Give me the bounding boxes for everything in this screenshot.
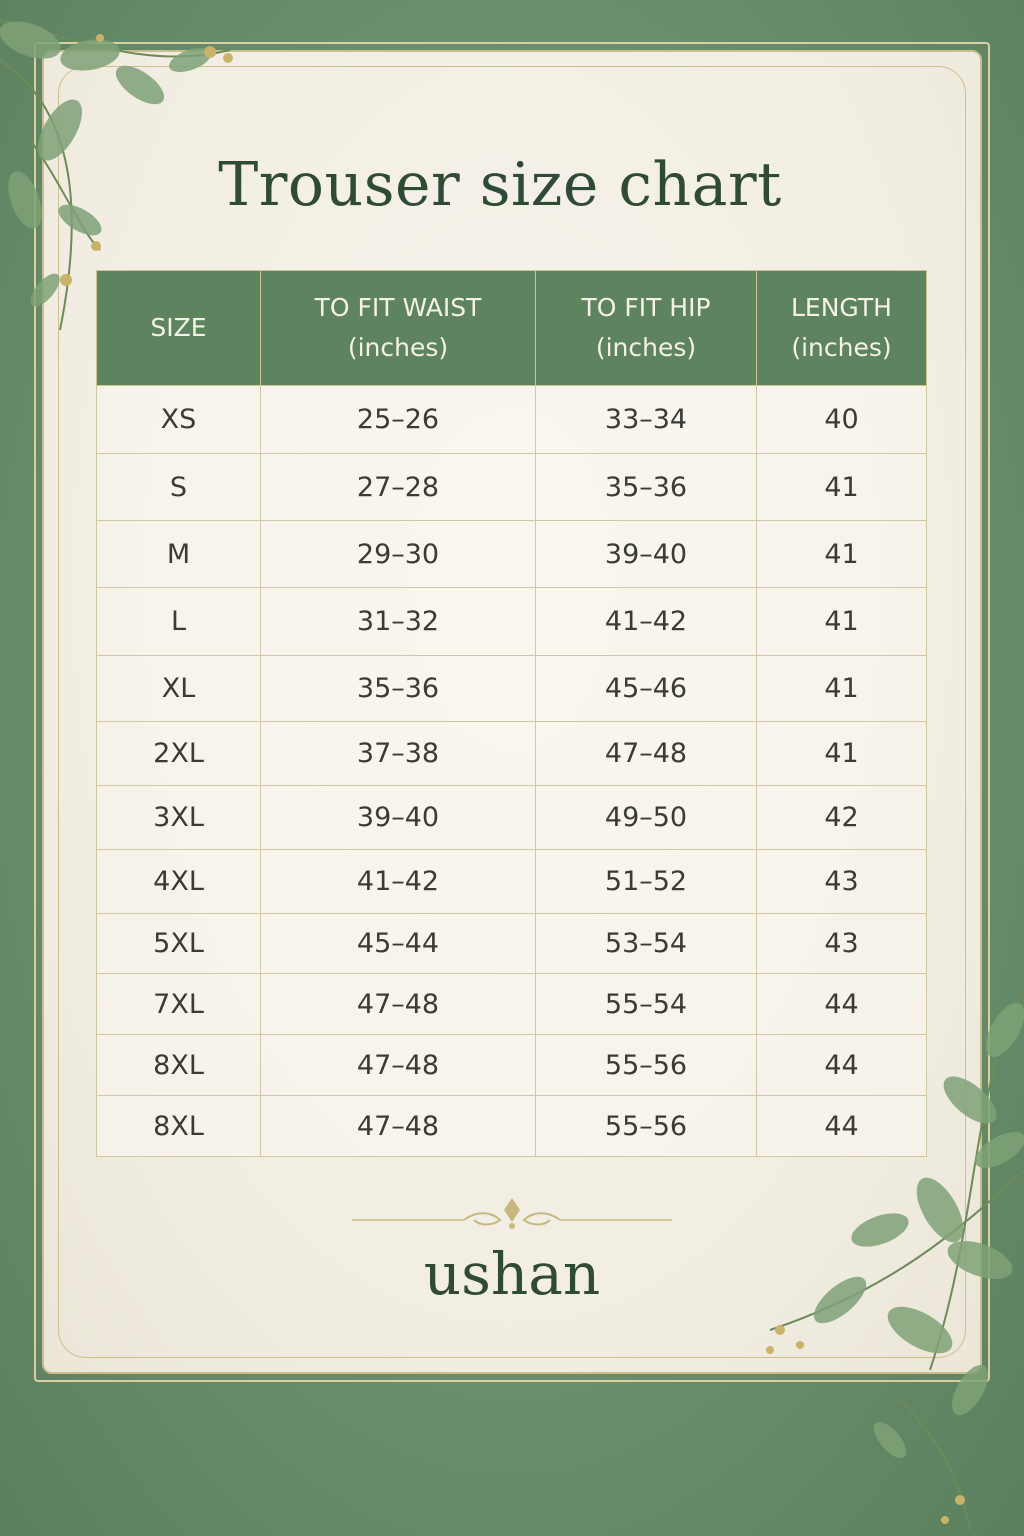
cell-length: 41: [757, 722, 927, 786]
cell-hip: 41–42: [536, 588, 757, 656]
cell-waist: 27–28: [261, 454, 536, 521]
table-row: [97, 914, 927, 974]
cell-hip: 53–54: [536, 914, 757, 974]
table-row: [97, 850, 927, 914]
cell-size: XS: [97, 386, 261, 454]
cell-waist: 35–36: [261, 656, 536, 722]
cell-waist: 47–48: [261, 974, 536, 1035]
cell-waist: 31–32: [261, 588, 536, 656]
cell-waist: 37–38: [261, 722, 536, 786]
cell-length: 44: [757, 974, 927, 1035]
cell-hip: 47–48: [536, 722, 757, 786]
cell-size: XL: [97, 656, 261, 722]
header-label: TO FIT HIP: [581, 293, 711, 322]
table-row: [97, 521, 927, 588]
cell-length: 40: [757, 386, 927, 454]
cell-length: 41: [757, 521, 927, 588]
cell-length: 41: [757, 588, 927, 656]
cell-hip: 55–56: [536, 1035, 757, 1096]
cell-length: 41: [757, 454, 927, 521]
header-unit: (inches): [347, 333, 449, 362]
cell-hip: 55–56: [536, 1096, 757, 1157]
table-body: [97, 386, 927, 1157]
cell-hip: 51–52: [536, 850, 757, 914]
cell-hip: 55–54: [536, 974, 757, 1035]
cell-length: 42: [757, 786, 927, 850]
cell-size: 8XL: [97, 1096, 261, 1157]
table-row: [97, 1096, 927, 1157]
header-unit: (inches): [791, 333, 892, 362]
header-label: LENGTH: [791, 293, 892, 322]
cell-length: 44: [757, 1035, 927, 1096]
cell-size: 3XL: [97, 786, 261, 850]
header-hip: [536, 271, 757, 386]
cell-size: 7XL: [97, 974, 261, 1035]
table-row: [97, 454, 927, 521]
cell-size: M: [97, 521, 261, 588]
header-length: [757, 271, 927, 386]
table-row: [97, 974, 927, 1035]
header-label: SIZE: [150, 313, 207, 342]
cell-size: 8XL: [97, 1035, 261, 1096]
page-title: Trouser size chart: [218, 150, 782, 220]
table-row: [97, 386, 927, 454]
cell-hip: 35–36: [536, 454, 757, 521]
cell-waist: 45–44: [261, 914, 536, 974]
cell-waist: 25–26: [261, 386, 536, 454]
cell-length: 41: [757, 656, 927, 722]
cell-length: 44: [757, 1096, 927, 1157]
cell-waist: 47–48: [261, 1096, 536, 1157]
table-row: [97, 1035, 927, 1096]
cell-waist: 39–40: [261, 786, 536, 850]
brand-name: ushan: [423, 1240, 601, 1308]
cell-length: 43: [757, 914, 927, 974]
cell-waist: 47–48: [261, 1035, 536, 1096]
table-row: [97, 786, 927, 850]
header-waist: [261, 271, 536, 386]
table-row: [97, 656, 927, 722]
header-size: [97, 271, 261, 386]
cell-size: S: [97, 454, 261, 521]
cell-hip: 33–34: [536, 386, 757, 454]
header-unit: (inches): [595, 333, 697, 362]
cell-waist: 29–30: [261, 521, 536, 588]
cell-length: 43: [757, 850, 927, 914]
table-row: [97, 722, 927, 786]
size-table: [96, 270, 927, 1157]
cell-waist: 41–42: [261, 850, 536, 914]
header-label: TO FIT WAIST: [314, 293, 482, 322]
cell-hip: 49–50: [536, 786, 757, 850]
cell-size: 5XL: [97, 914, 261, 974]
table-row: [97, 588, 927, 656]
cell-hip: 39–40: [536, 521, 757, 588]
table-header-row: [97, 271, 927, 386]
cell-size: 2XL: [97, 722, 261, 786]
cell-size: 4XL: [97, 850, 261, 914]
cell-hip: 45–46: [536, 656, 757, 722]
divider-ornament-icon: [352, 1196, 672, 1236]
cell-size: L: [97, 588, 261, 656]
